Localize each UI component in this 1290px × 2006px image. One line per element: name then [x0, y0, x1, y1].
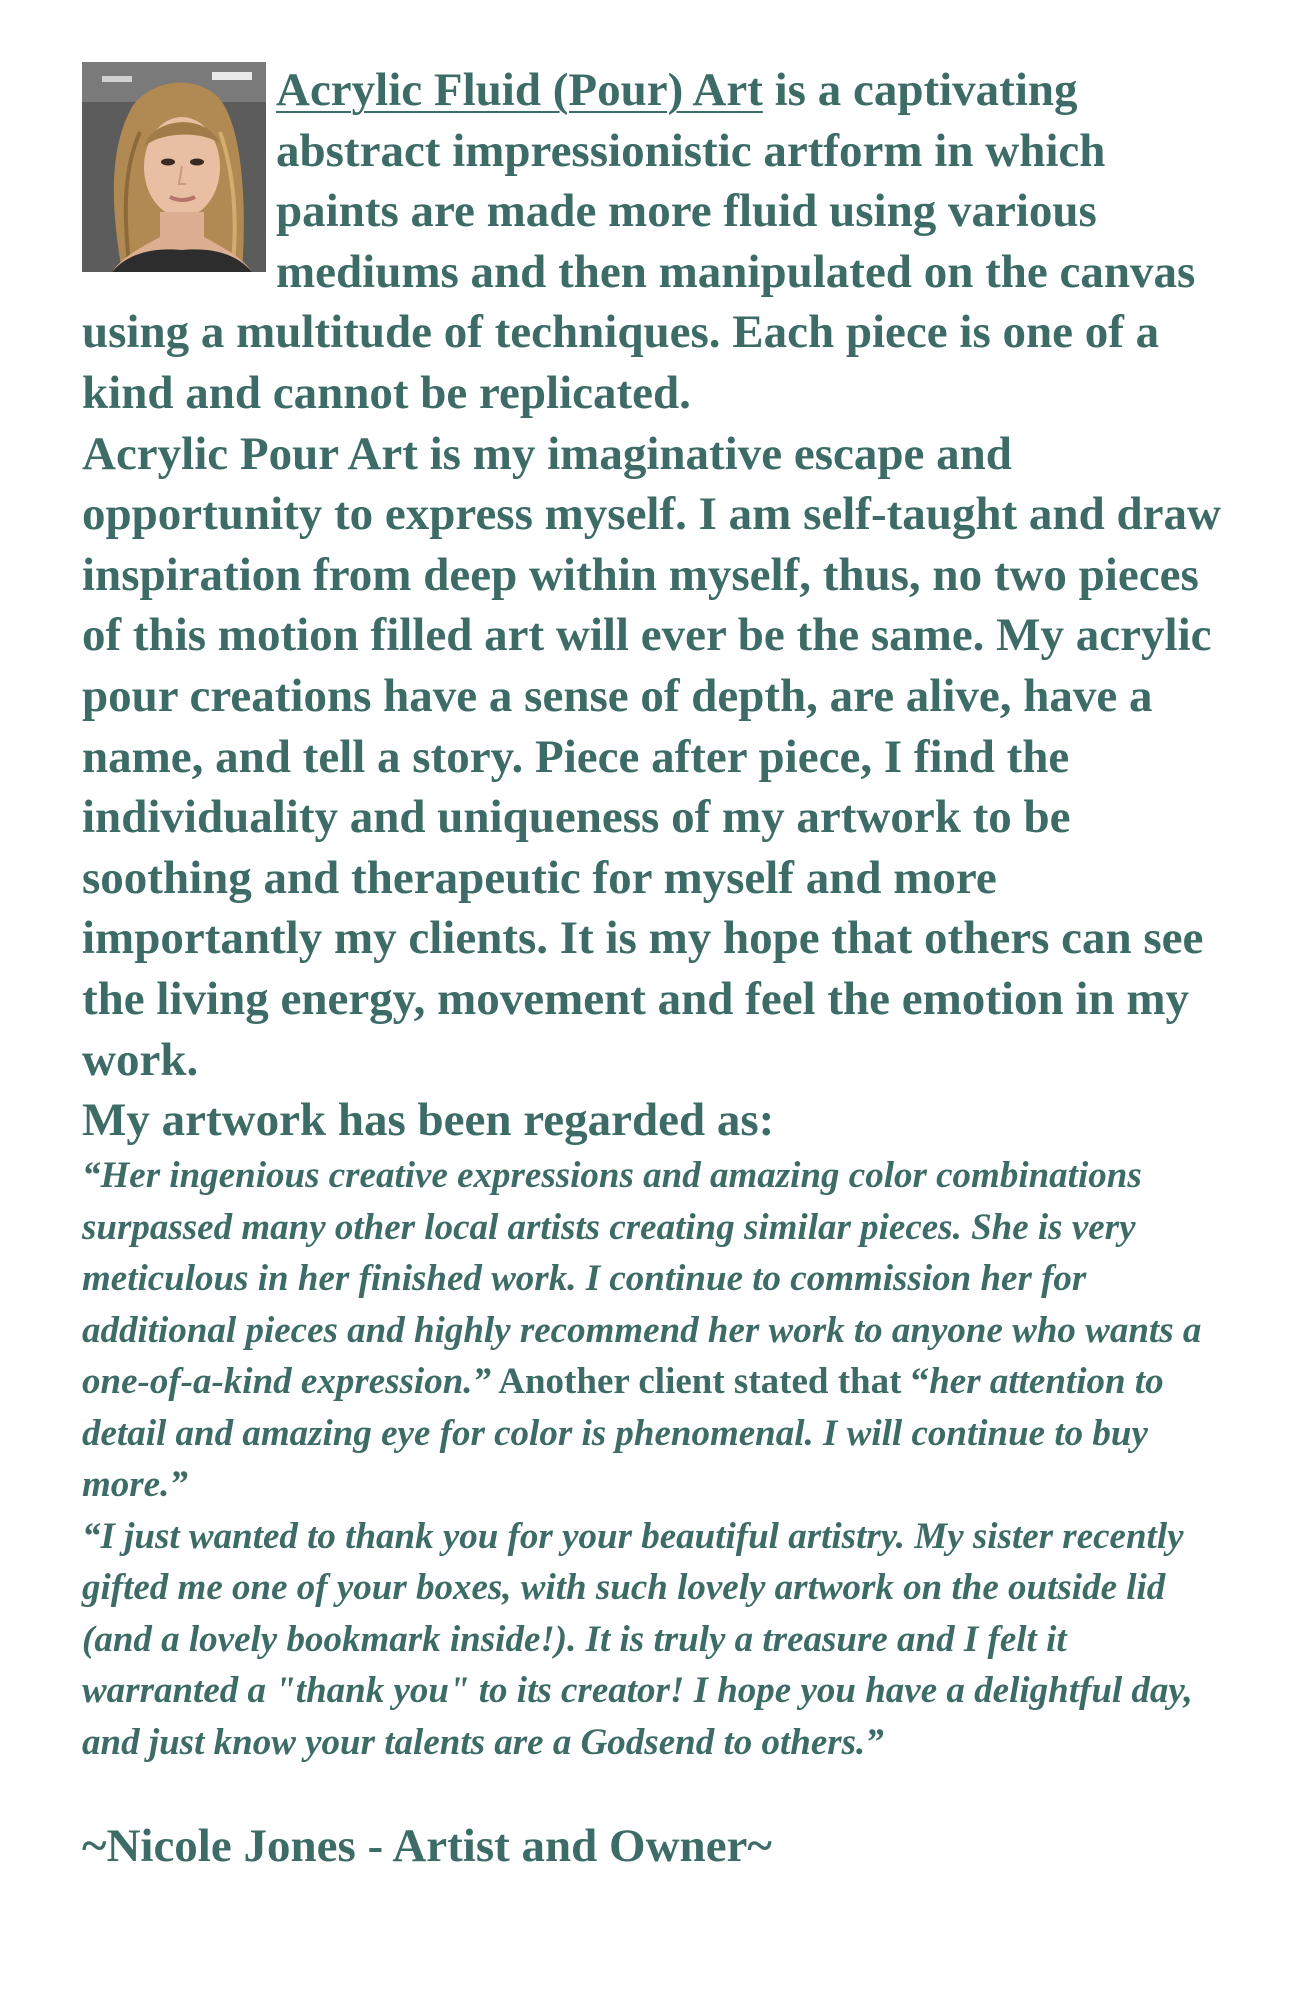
acrylic-fluid-art-link[interactable]: Acrylic Fluid (Pour) Art [276, 64, 763, 116]
artist-statement [82, 60, 1232, 1876]
testimonial-1 [82, 1150, 1232, 1511]
testimonial-2-quote: her attention to detail and amazing eye for color is phenomenal. I will continue to buy more.” [82, 1361, 1164, 1506]
regarded-heading: My artwork has been regarded as: [82, 1094, 775, 1147]
testimonial-connector: Another client stated that “ [491, 1361, 930, 1403]
portrait-photo-icon [82, 62, 266, 272]
artist-signature: ~Nicole Jones - Artist and Owner~ [82, 1820, 772, 1873]
statement-paragraph: Acrylic Pour Art is my imaginative escape and opportunity to express myself. I am self-taught and draw inspiration from deep within myself, thus, no two pieces of this motion filled art will ever be the same. My acrylic pour creations have a sense of depth, are alive, have a name, and tell a story. Piece after piece, I find the individuality and uniqueness of my artwork to be soothing and therapeutic for myself and more importantly my clients. It is my hope that others can see the living energy, movement and feel the emotion in my work. [82, 427, 1221, 1086]
artist-portrait-image [82, 62, 266, 272]
testimonial-3: “I just wanted to thank you for your beautiful artistry. My sister recently gifted me one of your boxes, with such lovely artwork on the outside lid (and a lovely bookmark inside!). It is truly a treasure and I felt it warranted a "thank you" to its creator! I hope you have a delightful day, and just know your talents are a Godsend to others.” [82, 1515, 1193, 1763]
intro-text: is a captivating abstract impressionistic artform in which paints are made more fluid using various mediums and then manipulated on the canvas using a multitude of techniques. Each piece is one of a kind and cannot be replicated. [82, 64, 1196, 419]
testimonial-1-quote: “Her ingenious creative expressions and amazing color combinations surpassed many other local artists creating similar pieces. She is very meticulous in her finished work. I continue to commission her for additional pieces and highly recommend her work to anyone who wants a one-of-a-kind expression.” [82, 1155, 1202, 1403]
